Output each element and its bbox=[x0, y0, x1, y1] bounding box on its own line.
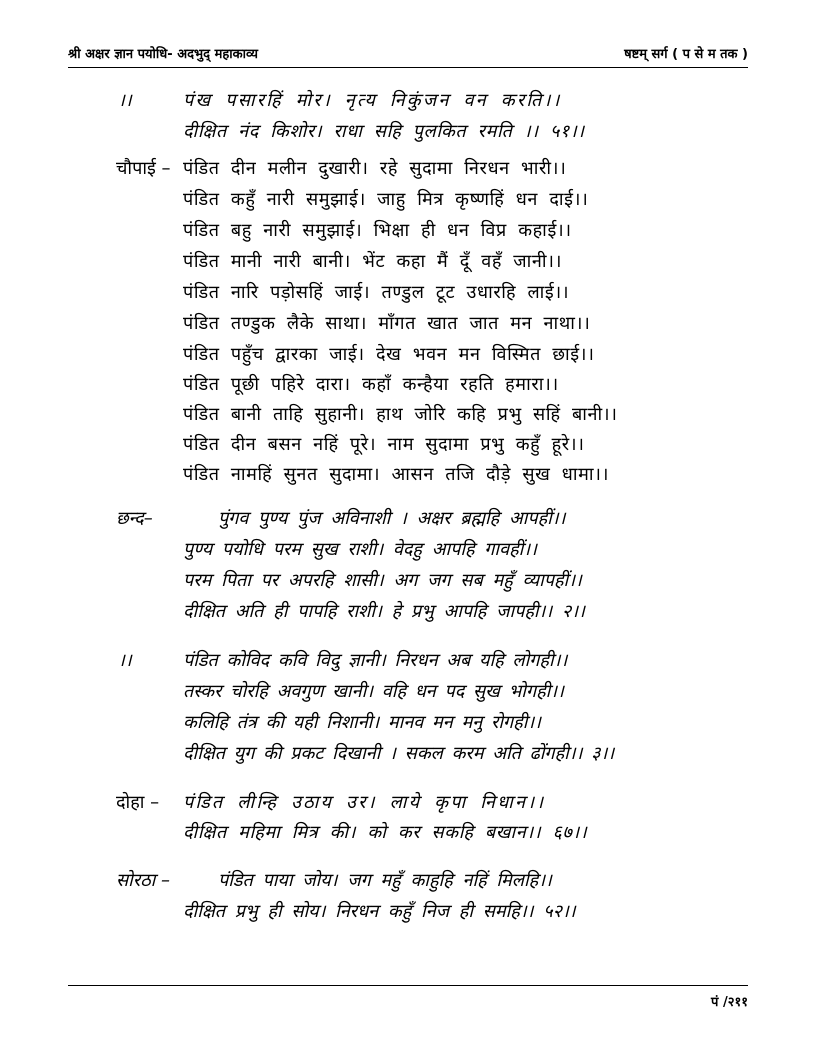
chaupai-line: पंडित दीन बसन नहिं पूरे। नाम सुदामा प्रभु कहुँ हूरे।। bbox=[183, 434, 585, 455]
chaupai-line: पंडित पहुँच द्वारका जाई। देख भवन मन विस्मित छाई।। bbox=[183, 344, 595, 365]
verse-line: दीक्षित नंद किशोर। राधा सहि पुलकित रमति ।। ५१।। bbox=[183, 121, 585, 142]
page-header bbox=[68, 44, 748, 66]
chaupai-line: पंडित कहुँ नारी समुझाई। जाहु मित्र कृष्णहिं धन दाई।। bbox=[183, 189, 589, 210]
doha-line: पंडित लीन्हि उठाय उर। लाये कृपा निधान।। bbox=[183, 792, 546, 813]
header-rule bbox=[68, 67, 748, 68]
chaupai-line: पंडित नारि पड़ोसहिं जाई। तण्डुल टूट उधारहि लाई।। bbox=[183, 282, 570, 303]
sortha-label: सोरठा – bbox=[116, 870, 171, 891]
chhand-label: छन्द– bbox=[116, 508, 153, 529]
chhand-line: पुण्य पयोधि परम सुख राशी। वेदहु आपहि गावहीं।। bbox=[183, 539, 537, 560]
book-title: श्री अक्षर ज्ञान पयोधि- अदभुद् महाकाव्य bbox=[68, 47, 258, 62]
chaupai-label: चौपाई – bbox=[116, 158, 171, 179]
chhand-line: पुंगव पुण्य पुंज अविनाशी । अक्षर ब्रह्महि आपहीं।। bbox=[218, 508, 566, 529]
verse-line: पंख पसारहिं मोर। नृत्य निकुंजन वन करति।। bbox=[183, 90, 562, 111]
footer-rule bbox=[68, 985, 748, 986]
chhand-line: दीक्षित अति ही पापहि राशी। हे प्रभु आपहि जापही।। २।। bbox=[183, 601, 585, 622]
verse-marker: ।। bbox=[118, 90, 132, 111]
verse-marker: ।। bbox=[118, 650, 132, 671]
chhand-line: पंडित कोविद कवि विदु ज्ञानी। निरधन अब यहि लोगही।। bbox=[183, 650, 568, 671]
sortha-line: दीक्षित प्रभु ही सोय। निरधन कहुँ निज ही समहि।। ५२।। bbox=[183, 901, 576, 922]
chaupai-line: पंडित पूछी पहिरे दारा। कहाँ कन्हैया रहति हमारा।। bbox=[183, 374, 559, 395]
chapter-title: षष्टम् सर्ग ( प से म तक ) bbox=[624, 47, 748, 62]
chhand-line: कलिहि तंत्र की यही निशानी। मानव मन मनु रोगही।। bbox=[183, 712, 542, 733]
chaupai-line: पंडित तण्डुक लैके साथा। माँगत खात जात मन नाथा।। bbox=[183, 313, 591, 334]
doha-label: दोहा – bbox=[116, 792, 160, 813]
chaupai-line: पंडित नामहिं सुनत सुदामा। आसन तजि दौड़े सुख धामा।। bbox=[183, 464, 610, 485]
chhand-line: परम पिता पर अपरहि शासी। अग जग सब महुँ व्यापहीं।। bbox=[183, 570, 582, 591]
chhand-line: दीक्षित युग की प्रकट दिखानी । सकल करम अति ढोंगही।। ३।। bbox=[183, 743, 615, 764]
chaupai-line: पंडित बानी ताहि सुहानी। हाथ जोरि कहि प्रभु सहिं बानी।। bbox=[183, 404, 618, 425]
page-number: पं /२११ bbox=[711, 995, 748, 1010]
sortha-line: पंडित पाया जोय। जग महुँ काहुहि नहिं मिलहि।। bbox=[218, 870, 552, 891]
chaupai-line: पंडित दीन मलीन दुखारी। रहे सुदामा निरधन भारी।। bbox=[183, 158, 567, 179]
chhand-line: तस्कर चोरहि अवगुण खानी। वहि धन पद सुख भोगही।। bbox=[183, 681, 564, 702]
chaupai-line: पंडित मानी नारी बानी। भेंट कहा मैं दूँ वहँ जानी।। bbox=[183, 251, 563, 272]
chaupai-line: पंडित बहु नारी समुझाई। भिक्षा ही धन विप्र कहाई।। bbox=[183, 220, 572, 241]
doha-line: दीक्षित महिमा मित्र की। को कर सकहि बखान।। ६७।। bbox=[183, 822, 588, 843]
